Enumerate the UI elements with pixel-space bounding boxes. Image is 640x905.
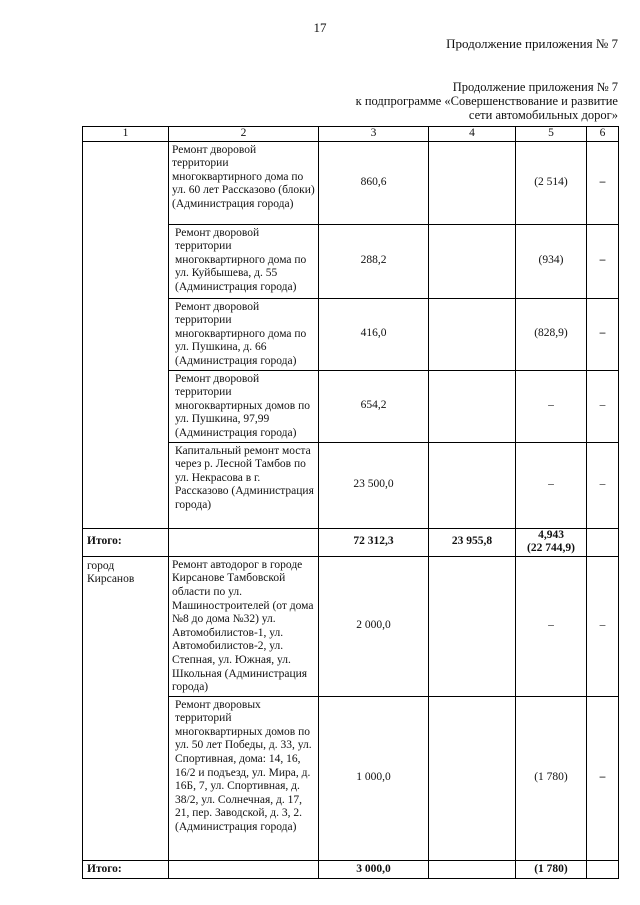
subheader-line1: Продолжение приложения № 7 [452,80,618,94]
total-row [83,528,619,556]
amount-col4 [429,696,516,860]
total-col6 [587,860,619,879]
appendix-table [82,126,619,879]
subheader-line2: к подпрограмме «Совершенствование и развитие [355,94,618,108]
amount-col5: – [516,370,587,442]
city-name [83,556,169,860]
column-number: 6 [587,127,619,142]
amount-col4 [429,556,516,696]
amount-col4 [429,442,516,528]
amount-col3: 2 000,0 [319,556,429,696]
subheader-line3: сети автомобильных дорог» [468,108,618,122]
total-col5-share: 4,943 [538,528,564,541]
amount-col6: – [587,696,619,860]
amount-col6: – [587,442,619,528]
total-col6 [587,528,619,556]
column-number: 5 [516,127,587,142]
total-col3: 3 000,0 [319,860,429,879]
total-label: Итого: [83,528,169,556]
total-row [83,860,619,879]
city-cell-empty [83,141,169,528]
page-number: 17 [313,20,327,35]
column-number-row [83,127,619,142]
amount-col3: 860,6 [319,141,429,224]
table-row [83,141,619,224]
work-description: Ремонт дворовой территории многоквартирного дома по ул. Пушкина, д. 66 (Администрация города) [169,298,319,370]
amount-col3: 654,2 [319,370,429,442]
total-col5 [516,528,587,556]
amount-col3: 288,2 [319,224,429,298]
total-col5: (1 780) [516,860,587,879]
amount-col5: (828,9) [516,298,587,370]
amount-col4 [429,370,516,442]
amount-col4 [429,141,516,224]
amount-col5: – [516,442,587,528]
total-col4 [429,860,516,879]
column-number: 1 [83,127,169,142]
amount-col6: – [587,298,619,370]
column-number: 2 [169,127,319,142]
header-continuation: Продолжение приложения № 7 [446,36,618,51]
total-empty [169,528,319,556]
amount-col5: (934) [516,224,587,298]
total-label: Итого: [83,860,169,879]
work-description: Ремонт автодорог в городе Кирсанове Тамбовской области по ул. Машиностроителей (от дома №8 до дома №32) ул. Автомобилистов-1, ул. Автомобилистов-2, ул. Степная, ул. Южная, ул. Школьная (Администрация города) [169,556,319,696]
amount-col5: – [516,556,587,696]
city-name-line1: город [87,559,115,572]
total-col4: 23 955,8 [429,528,516,556]
column-number: 3 [319,127,429,142]
work-description: Ремонт дворовой территории многоквартирных домов по ул. Пушкина, 97,99 (Администрация города) [169,370,319,442]
city-name-line2: Кирсанов [87,573,135,586]
work-description: Капитальный ремонт моста через р. Лесной Тамбов по ул. Некрасова в г. Рассказово (Администрация города) [169,442,319,528]
amount-col3: 23 500,0 [319,442,429,528]
subheader [356,80,618,122]
amount-col6: – [587,141,619,224]
amount-col6: – [587,556,619,696]
total-col3: 72 312,3 [319,528,429,556]
work-description: Ремонт дворовых территорий многоквартирных домов по ул. 50 лет Победы, д. 33, ул. Спортивная, дома: 14, 16, 16/2 и подъезд, ул. Мира, д. 16Б, 7, ул. Спортивная, д. 38/2, ул. Солнечная, д. 17, 21, пер. Заводской, д. 3, 2. (Администрация города) [169,696,319,860]
amount-col6: – [587,370,619,442]
amount-col4 [429,298,516,370]
total-empty [169,860,319,879]
work-description: Ремонт дворовой территории многоквартирного дома по ул. Куйбышева, д. 55 (Администрация города) [169,224,319,298]
amount-col5: (1 780) [516,696,587,860]
amount-col3: 1 000,0 [319,696,429,860]
amount-col5: (2 514) [516,141,587,224]
amount-col6: – [587,224,619,298]
total-col5-amount: (22 744,9) [527,542,575,555]
column-number: 4 [429,127,516,142]
work-description: Ремонт дворовой территории многоквартирного дома по ул. 60 лет Рассказово (блоки) (Администрация города) [169,141,319,224]
amount-col4 [429,224,516,298]
amount-col3: 416,0 [319,298,429,370]
table-row [83,556,619,696]
